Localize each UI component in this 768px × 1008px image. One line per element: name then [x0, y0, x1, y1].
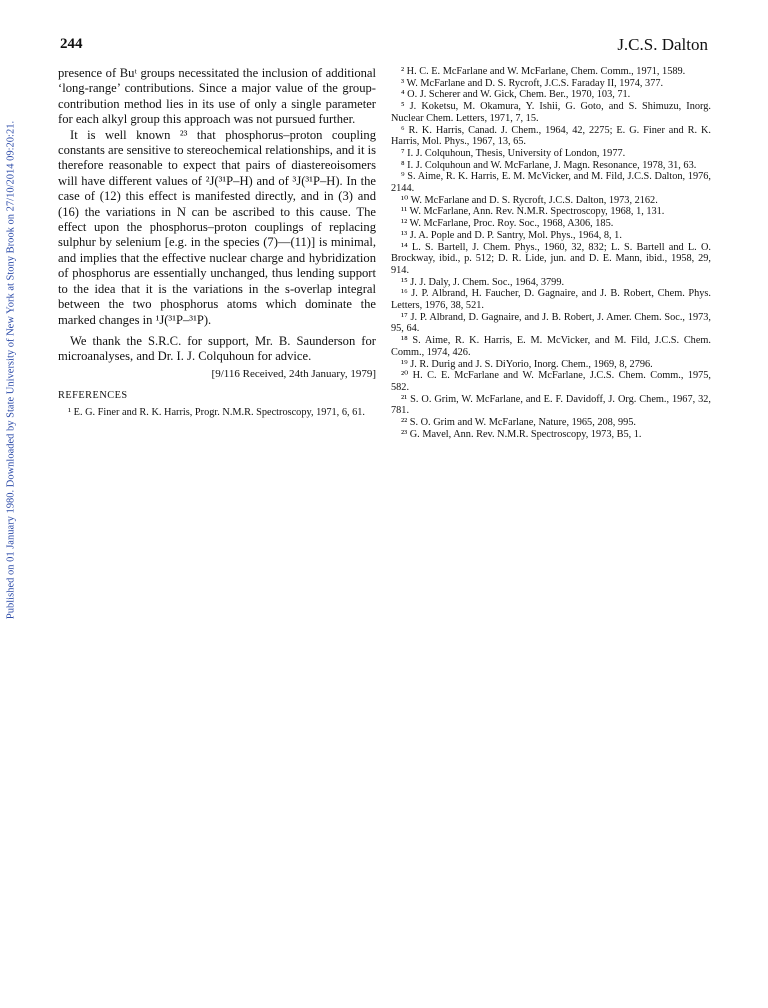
- reference-item: ¹⁷ J. P. Albrand, D. Gagnaire, and J. B. Robert, J. Amer. Chem. Soc., 1973, 95, 64.: [391, 311, 711, 335]
- reference-item: ¹⁹ J. R. Durig and J. S. DiYorio, Inorg. Chem., 1969, 8, 2796.: [401, 358, 653, 370]
- reference-item: ¹⁶ J. P. Albrand, H. Faucher, D. Gagnaire, and J. B. Robert, Chem. Phys. Letters, 1976, 38, 521.: [391, 288, 711, 312]
- reference-item: ¹² W. McFarlane, Proc. Roy. Soc., 1968, A306, 185.: [401, 218, 614, 230]
- body-paragraph-1: presence of Buᵗ groups necessitated the inclusion of additional ‘long-range’ contributions. Since a major value of the group-contribution method lies in its use of only a single parameter for each alkyl group this approach was not pursued further.: [58, 66, 376, 127]
- sidebar-text: Published on 01 January 1980. Downloaded by State University of New York at Stony Brook on 27/10/2014 09:20:21.: [5, 120, 17, 620]
- reference-item: ⁶ R. K. Harris, Canad. J. Chem., 1964, 42, 2275; E. G. Finer and R. K. Harris, Mol. Phys., 1967, 13, 65.: [391, 124, 711, 148]
- left-column: [58, 66, 376, 418]
- reference-item: ¹³ J. A. Pople and D. P. Santry, Mol. Phys., 1964, 8, 1.: [401, 229, 622, 241]
- references-heading: REFERENCES: [58, 390, 128, 402]
- reference-item: ¹¹ W. McFarlane, Ann. Rev. N.M.R. Spectroscopy, 1968, 1, 131.: [401, 206, 665, 218]
- acknowledgement: We thank the S.R.C. for support, Mr. B. Saunderson for microanalyses, and Dr. I. J. Colquhoun for advice.: [58, 333, 376, 364]
- reference-item: ⁵ J. Koketsu, M. Okamura, Y. Ishii, G. Goto, and S. Shimuzu, Inorg. Nuclear Chem. Letters, 1971, 7, 15.: [391, 101, 711, 124]
- reference-item: ⁴ O. J. Scherer and W. Gick, Chem. Ber., 1970, 103, 71.: [401, 89, 631, 101]
- download-watermark: [0, 120, 22, 620]
- reference-item: ²³ G. Mavel, Ann. Rev. N.M.R. Spectroscopy, 1973, B5, 1.: [401, 428, 642, 440]
- reference-item: ⁷ I. J. Colquhoun, Thesis, University of London, 1977.: [401, 147, 626, 159]
- reference-item: ¹⁸ S. Aime, R. K. Harris, E. M. McVicker, and M. Fild, J.C.S. Chem. Comm., 1974, 426.: [391, 335, 711, 358]
- reference-item: ²⁰ H. C. E. McFarlane and W. McFarlane, J.C.S. Chem. Comm., 1975, 582.: [391, 370, 711, 393]
- reference-item: ²¹ S. O. Grim, W. McFarlane, and E. F. Davidoff, J. Org. Chem., 1967, 32, 781.: [391, 393, 711, 417]
- journal-header: J.C.S. Dalton: [617, 35, 708, 54]
- body-paragraph-2: It is well known ²³ that phosphorus–proton coupling constants are sensitive to stereochemical relationships, and it is therefore reasonable to expect that pairs of diastereoisomers will have different values of ²J(³¹P–H) and of ³J(³¹P–H). In the case of (12) this effect is manifested directly, and in (3) and (16) the variations in N can be ascribed to this cause. The effect upon the phosphorus–proton couplings of replacing sulphur by selenium [e.g. in the species (7)—(11)] is minimal, and implies that the effective nuclear charge and hybridization of phosphorus are essentially unchanged, thus lending support to the idea that it is the variations in the s-overlap integral between the two phosphorus atoms which dominate the marked changes in ¹J(³¹P–³¹P).: [58, 127, 376, 327]
- reference-item: ³ W. McFarlane and D. S. Rycroft, J.C.S. Faraday II, 1974, 377.: [401, 77, 664, 89]
- reference-item: ² H. C. E. McFarlane and W. McFarlane, Chem. Comm., 1971, 1589.: [401, 66, 686, 77]
- page-number: 244: [60, 36, 83, 52]
- reference-item: ¹⁵ J. J. Daly, J. Chem. Soc., 1964, 3799.: [401, 276, 565, 288]
- reference-item: ¹⁰ W. McFarlane and D. S. Rycroft, J.C.S. Dalton, 1973, 2162.: [401, 194, 658, 206]
- reference-item: ⁹ S. Aime, R. K. Harris, E. M. McVicker, and M. Fild, J.C.S. Dalton, 1976, 2144.: [391, 171, 711, 195]
- reference-item: ⁸ I. J. Colquhoun and W. McFarlane, J. Magn. Resonance, 1978, 31, 63.: [401, 159, 697, 171]
- received-line: [9/116 Received, 24th January, 1979]: [211, 367, 376, 380]
- reference-item: ²² S. O. Grim and W. McFarlane, Nature, 1965, 208, 995.: [401, 417, 636, 429]
- reference-item: ¹⁴ L. S. Bartell, J. Chem. Phys., 1960, 32, 832; L. S. Bartell and L. O. Brockway, ibid., p. 512; D. R. Lide, jun. and D. E. Mann, ibid., 1958, 29, 914.: [391, 241, 711, 276]
- right-column: [391, 66, 711, 441]
- reference-item: ¹ E. G. Finer and R. K. Harris, Progr. N.M.R. Spectroscopy, 1971, 6, 61.: [68, 406, 366, 418]
